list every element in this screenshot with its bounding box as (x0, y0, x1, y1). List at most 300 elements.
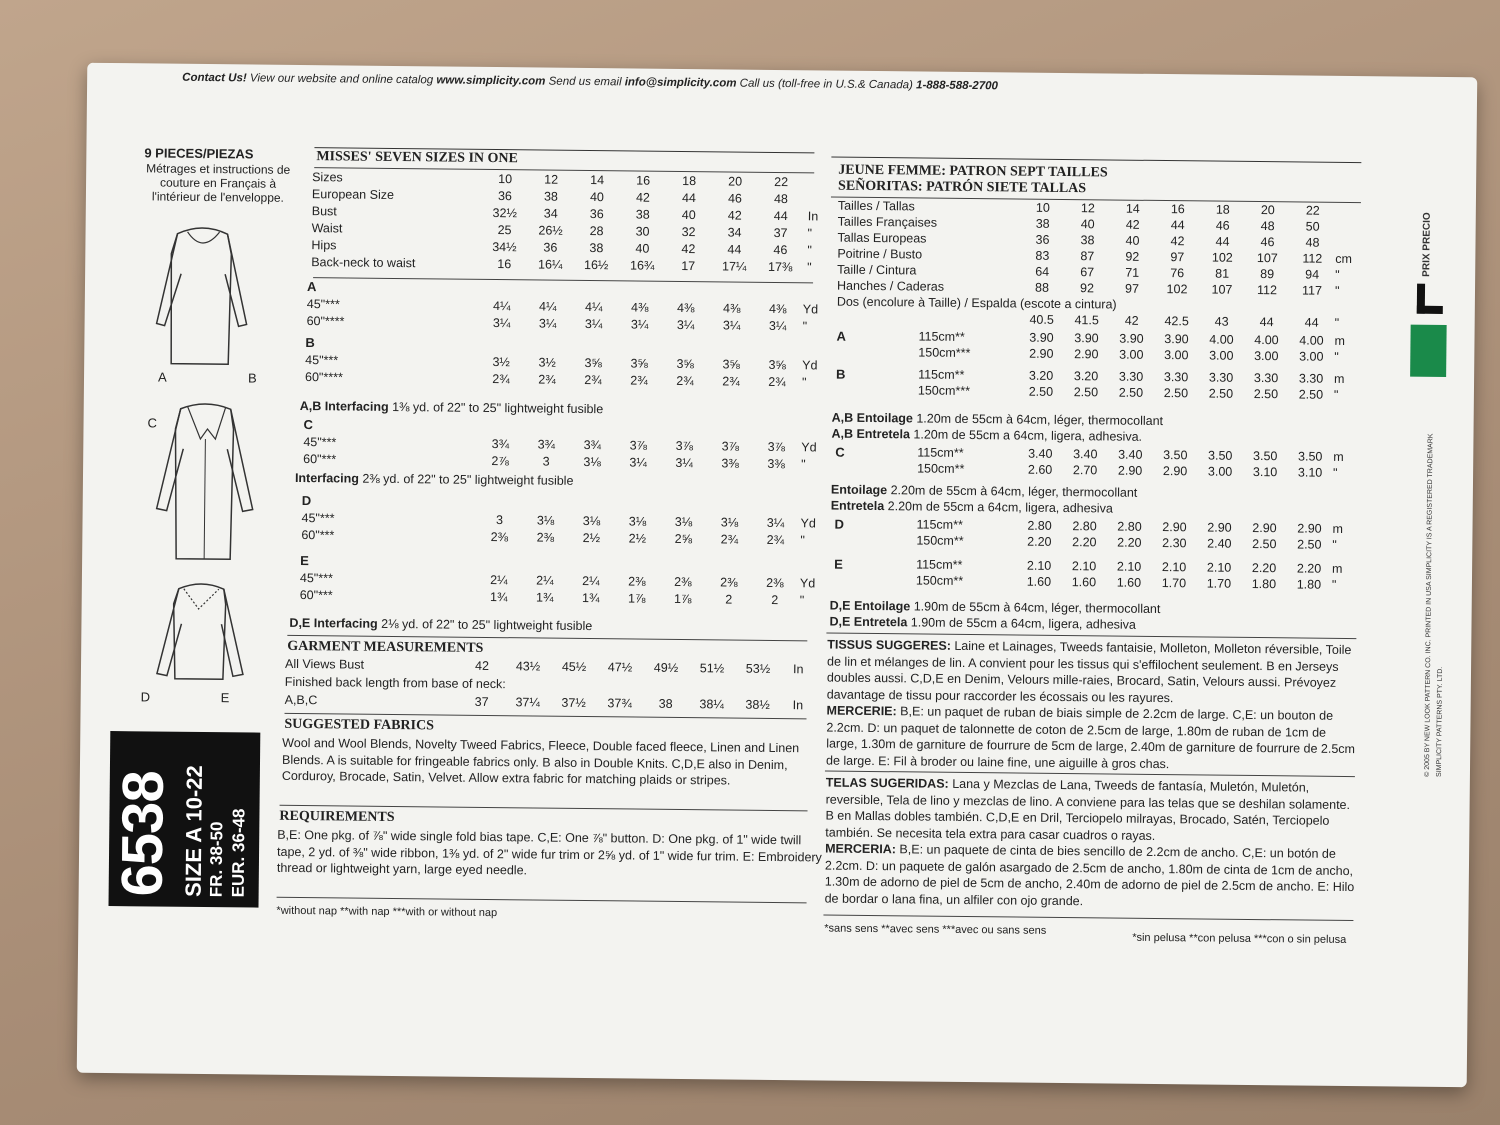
table-cell: 2.90 (1252, 520, 1277, 536)
row-label: European Size (311, 187, 395, 202)
row-label: Tailles Françaises (837, 214, 938, 230)
table-cell: 48 (1260, 219, 1275, 234)
table-cell: 3.00 (1209, 348, 1234, 363)
size-badge (108, 731, 260, 908)
table-cell: 2.50 (1252, 536, 1277, 552)
table-cell: 16¾ (629, 258, 655, 273)
table-cell: 3.90 (1029, 330, 1054, 345)
table-cell: 37¼ (515, 695, 540, 710)
table-cell: 46 (1215, 218, 1230, 233)
table-cell: 42 (1124, 313, 1139, 328)
de-entretela (829, 615, 1136, 632)
table-cell: 3⅝ (630, 356, 648, 371)
table-cell: 40.5 (1029, 312, 1054, 327)
c-entretela (831, 499, 1113, 516)
table-cell: 12 (544, 172, 559, 187)
label-c: C (147, 415, 158, 431)
table-cell: 2¾ (722, 374, 740, 389)
table-cell: 36 (1035, 232, 1050, 247)
view-letter: C (303, 417, 314, 433)
table-cell: 2⅜ (720, 575, 738, 590)
row-unit: " (807, 243, 812, 258)
table-cell: 2.30 (1162, 536, 1187, 551)
table-cell: 43 (1214, 314, 1229, 329)
table-cell: 81 (1215, 266, 1230, 281)
table-cell: 83 (1035, 248, 1050, 263)
badge-size: SIZE A 10-22 (180, 765, 207, 898)
table-cell: 2.10 (1071, 559, 1097, 574)
table-cell: 3.50 (1253, 448, 1278, 464)
table-cell: 2.50 (1298, 387, 1324, 402)
table-cell: 3¼ (630, 317, 649, 332)
table-cell: 3¼ (584, 316, 603, 332)
badge-fr: FR. 38-50 (206, 821, 227, 898)
row-unit: " (801, 375, 807, 390)
table-cell: 4.00 (1254, 332, 1279, 348)
table-cell: 67 (1080, 265, 1095, 280)
table-cell: 2⅜ (490, 530, 509, 545)
row-unit: " (800, 533, 805, 548)
table-cell: 2¾ (584, 372, 602, 388)
table-cell: 2.70 (1072, 463, 1098, 478)
table-cell: 40 (1080, 217, 1095, 232)
table-cell: 10 (498, 172, 513, 187)
row-label: 115cm** (918, 367, 965, 382)
row-label: Waist (311, 221, 343, 236)
row-label: 45"*** (306, 297, 340, 312)
table-cell: 3¼ (722, 318, 741, 333)
table-cell: 3.40 (1118, 447, 1143, 462)
row-label: 115cm** (917, 445, 964, 460)
row-unit: In (807, 209, 819, 224)
table-cell: 40 (635, 241, 650, 256)
table-cell: 4⅜ (723, 301, 741, 316)
french-note: Métrages et instructions de couture en Français à l'intérieur de l'enveloppe. (146, 161, 291, 205)
table-cell: 36 (497, 189, 512, 204)
table-cell: 2⅜ (536, 530, 555, 545)
de-interfacing-label: D,E Interfacing (289, 615, 378, 631)
table-cell: 3.30 (1163, 370, 1189, 385)
table-cell: 2¼ (582, 573, 600, 589)
table-cell: 3⅞ (721, 439, 740, 454)
telas-sugeridas (825, 775, 1356, 847)
de-interfacing-text: 2⅛ yd. of 22" to 25" lightweight fusible (381, 616, 593, 634)
table-cell: 36 (543, 240, 558, 255)
table-cell: 44 (727, 242, 742, 257)
table-cell: 2¾ (538, 372, 556, 387)
table-cell: 4.00 (1299, 333, 1324, 348)
prix-precio-label (1421, 212, 1433, 277)
c-interfacing (295, 471, 574, 488)
table-cell: 3.40 (1028, 446, 1053, 461)
table-cell: 4⅜ (769, 301, 787, 317)
table-cell: 3.10 (1297, 465, 1323, 480)
row-unit: " (1332, 537, 1337, 552)
c-entretela-text: 2.20m de 55cm a 64cm, ligera, adhesiva (887, 499, 1113, 516)
table-cell: 3¼ (675, 455, 693, 471)
table-cell: 32½ (492, 206, 518, 221)
view-letter: D (834, 516, 845, 532)
row-label: Finished back length from base of neck: (284, 674, 506, 692)
table-cell: 3⅞ (629, 438, 648, 453)
table-cell: 46 (727, 191, 742, 206)
table-cell: 2.20 (1072, 535, 1097, 550)
table-cell: 38 (543, 189, 558, 204)
c-interfacing-label: Interfacing (294, 470, 359, 486)
table-cell: 1.70 (1206, 576, 1232, 591)
table-cell: 37 (474, 694, 489, 709)
table-cell: 3⅞ (767, 439, 786, 455)
row-unit: In (792, 698, 804, 713)
table-cell: 37½ (561, 695, 586, 711)
price-code-green-block (1410, 325, 1447, 377)
contact-email: info@simplicity.com (624, 76, 737, 90)
table-cell: 37 (773, 225, 788, 241)
table-cell: 2¼ (490, 572, 508, 588)
c-entoilage-text: 2.20m de 55cm à 64cm, léger, thermocollant (890, 483, 1138, 500)
row-unit: " (801, 457, 806, 472)
c-entoilage (831, 483, 1138, 500)
row-unit: m (1332, 561, 1343, 576)
table-cell: 40 (1125, 233, 1140, 248)
table-cell: 92 (1125, 249, 1140, 264)
ab-interfacing (300, 399, 604, 416)
table-cell: 16 (497, 257, 512, 272)
table-cell: 2.50 (1253, 386, 1279, 402)
table-cell: 3⅝ (676, 356, 694, 372)
row-unit: m (1334, 333, 1345, 348)
requirements-heading: REQUIREMENTS (279, 808, 395, 826)
table-cell: 37¾ (607, 696, 632, 711)
de-entoilage (830, 599, 1161, 616)
table-cell: 48 (773, 191, 788, 207)
row-label: Poitrine / Busto (837, 246, 923, 262)
table-cell: 3.30 (1253, 370, 1279, 386)
row-unit: Yd (800, 516, 816, 531)
view-letter: B (305, 335, 315, 351)
table-cell: 2.50 (1297, 537, 1322, 552)
table-cell: 44 (773, 208, 788, 224)
row-label: 60"*** (301, 528, 335, 543)
telas-text: Lana y Mezclas de Lana, Tweeds de fantasía, Muletón, Muletón, reversible, Tela de lino y mezclas de lino. A conviene para las telas que se deshilan solamente. B en Mallas dobles también. C,D,E en Dril, Terciopelo milrayas, Brocado, Satén, Terciopelo también. Se necesita tela extra para casar cuadros o rayas. (825, 776, 1351, 843)
fr-footnote: *sans sens **avec sens ***avec ou sans sens (824, 922, 1047, 937)
row-unit: " (1334, 315, 1340, 330)
table-cell: 42 (681, 241, 696, 257)
table-cell: 42 (475, 658, 490, 673)
de-entoilage-label: D,E Entoilage (829, 598, 911, 614)
table-cell: 107 (1256, 251, 1278, 266)
row-label: 45"*** (301, 511, 335, 526)
table-cell: 102 (1166, 282, 1188, 297)
table-cell: 34 (727, 225, 742, 240)
table-cell: 2 (725, 592, 733, 607)
table-cell: 92 (1079, 281, 1095, 296)
en-footnote: *without nap **with nap ***with or without nap (276, 904, 498, 920)
table-cell: 3.30 (1208, 370, 1234, 385)
table-cell: 76 (1170, 266, 1185, 281)
row-unit: " (1334, 283, 1340, 298)
table-cell: 1⅞ (627, 591, 646, 606)
row-label: 45"*** (299, 571, 333, 586)
contact-email-text: Send us email (548, 75, 622, 89)
table-cell: 94 (1305, 267, 1320, 282)
table-cell: 3¼ (766, 515, 785, 531)
row-unit: Yd (802, 358, 818, 373)
row-label: 150cm*** (917, 383, 971, 399)
table-cell: 2.50 (1208, 386, 1234, 401)
table-cell: 3⅝ (722, 357, 740, 372)
table-cell: 26½ (538, 223, 563, 238)
mercerie-heading: MERCERIE: (826, 703, 897, 719)
table-cell: 3¼ (538, 316, 557, 331)
requirements-text: B,E: One pkg. of ⅞" wide single fold bias tape. C,E: One ⅞" button. D: One pkg. of 1" wide twill tape, 2 yd. of ⅜" wide ribbon, 1⅜ yd. of 2" wide fur trim or 2⅝ yd. of 1" wide fur trim. E: Embroidery thread or lightweight yarn, large eyed needle. (276, 827, 822, 878)
row-label: 60"**** (306, 314, 345, 329)
telas-heading: TELAS SUGERIDAS: (825, 775, 949, 791)
view-letter: B (836, 366, 846, 382)
row-label: 150cm** (917, 461, 965, 476)
table-cell: 18 (682, 173, 697, 189)
table-cell: 3½ (538, 355, 556, 370)
row-unit: m (1332, 521, 1344, 536)
table-cell: 16 (636, 173, 651, 188)
table-cell: 112 (1302, 251, 1323, 266)
row-label: Hips (311, 238, 337, 253)
table-cell: 14 (1125, 201, 1140, 216)
table-cell: 2¾ (720, 532, 739, 547)
row-unit: m (1333, 449, 1344, 464)
view-letter: A (836, 328, 846, 344)
rule (277, 897, 807, 904)
table-cell: 2.10 (1161, 560, 1187, 575)
table-cell: 1.60 (1071, 575, 1097, 590)
trademark-line: SIMPLICITY PATTERNS PTY. LTD. (1435, 666, 1445, 777)
table-cell: 3.10 (1252, 464, 1278, 480)
table-cell: 44 (681, 190, 696, 206)
row-label: A,B,C (284, 692, 318, 708)
tissus-text: Laine et Lainages, Tweeds fantaisie, Molleton, Molleton réversible, Toile de lin et mélanges de lin. A convient pour les tissus qui s'effilochent seulement. B en Jerseys doubles aussi. C,D,E en Denim, Velours mille-raies, Brocard, Satin, Velours aussi. Prévoyez davantage de tissu pour raccorder les écossais ou les rayures. (826, 638, 1352, 705)
merceria-heading: MERCERIA: (825, 841, 897, 857)
table-cell: 2¼ (536, 573, 554, 588)
garment-c-sketch (144, 398, 266, 569)
table-cell: 3.50 (1208, 448, 1233, 463)
table-cell: 1¾ (489, 589, 508, 605)
table-cell: 46 (773, 242, 788, 258)
table-cell: 28 (589, 224, 604, 239)
contact-website-text: View our website and online catalog (249, 72, 434, 87)
table-cell: 2⅜ (766, 575, 784, 591)
ab-interfacing-text: 1⅜ yd. of 22" to 25" lightweight fusible (392, 399, 604, 417)
row-label: 150cm** (915, 573, 964, 588)
table-cell: 45½ (561, 659, 587, 675)
es-heading: SEÑORITAS: PATRÓN SIETE TALLAS (837, 178, 1087, 197)
fr-heading: JEUNE FEMME: PATRON SEPT TAILLES (838, 162, 1108, 181)
view-letter: D (301, 493, 312, 509)
table-cell: 2.80 (1117, 519, 1142, 534)
table-cell: 14 (590, 173, 605, 188)
table-cell: 2.20 (1117, 535, 1142, 550)
de-interfacing (289, 616, 592, 633)
table-cell: 3¼ (629, 455, 647, 470)
mercerie (826, 703, 1357, 775)
table-cell: 53½ (745, 661, 771, 676)
pieces-count: 9 PIECES/PIEZAS (144, 145, 254, 162)
table-cell: 2 (771, 592, 779, 608)
mercerie-text: B,E: un paquet de ruban de biais simple de 2.2cm de large. C,E: un bouton de 2.2cm. D: un paquet de talonnette de coton de 2.5cm de large, 1.80m de ruban de 1cm de large, 1.30m de garniture de fourrure de 5cm de large, 2.40m de garniture de fourrure de 2.5cm de large. E: Fil à broder ou laine fine, une aiguille à gros chas. (825, 704, 1356, 771)
table-cell: 3⅞ (675, 438, 694, 454)
ab-entretela-text: 1.20m de 55cm a 64cm, ligera, adhesiva. (913, 427, 1143, 444)
table-cell: 3 (542, 454, 550, 469)
table-cell: 42 (727, 208, 742, 223)
table-cell: 16½ (583, 257, 609, 273)
table-cell: 20 (728, 174, 743, 189)
copyright-line: © 2005 BY NEW LOOK PATTERN CO. INC. PRINTED IN USA SIMPLICITY IS A REGISTERED TRADEMARK (1423, 433, 1435, 777)
table-cell: 46 (1260, 235, 1275, 250)
row-label: 150cm*** (918, 345, 971, 361)
table-cell: 38 (635, 207, 650, 222)
table-cell: 3⅝ (768, 357, 786, 373)
table-cell: 1⅞ (673, 591, 692, 607)
row-label: 115cm** (916, 517, 963, 532)
row-unit: " (807, 260, 812, 275)
table-cell: 2.50 (1163, 386, 1189, 401)
contact-heading: Contact Us! (182, 71, 247, 85)
c-entretela-label: Entretela (830, 498, 885, 514)
table-cell: 4¼ (493, 299, 511, 314)
table-cell: 41.5 (1074, 313, 1099, 328)
table-cell: 2.50 (1073, 385, 1099, 400)
row-unit: m (1334, 371, 1345, 386)
table-cell: 12 (1080, 201, 1095, 216)
table-cell: 3.50 (1163, 448, 1188, 463)
precio-label: PRECIO (1421, 212, 1433, 251)
table-cell: 2.90 (1207, 520, 1232, 535)
row-label: 45"*** (305, 353, 339, 368)
table-cell: 2.50 (1118, 385, 1144, 400)
table-cell: 2⅝ (674, 531, 693, 547)
table-cell: 2¾ (630, 373, 648, 388)
table-cell: 3¼ (676, 317, 695, 333)
table-cell: 107 (1211, 282, 1233, 297)
table-cell: 2.20 (1027, 534, 1052, 549)
tissus-heading: TISSUS SUGGERES: (827, 637, 951, 653)
table-cell: 97 (1170, 250, 1185, 265)
table-cell: 3¾ (537, 437, 556, 452)
table-cell: 3¼ (492, 316, 511, 331)
table-cell: 30 (635, 224, 650, 239)
row-label: Taille / Cintura (837, 262, 917, 278)
table-cell: 16 (1170, 202, 1185, 217)
view-letter: A (306, 279, 317, 295)
table-cell: 2.10 (1116, 559, 1142, 574)
table-cell: 17¼ (721, 259, 747, 274)
table-cell: 3¾ (491, 437, 510, 452)
table-cell: 49½ (653, 660, 679, 675)
table-cell: 42.5 (1164, 314, 1189, 329)
table-cell: 71 (1125, 265, 1140, 280)
table-cell: 3⅝ (584, 355, 602, 371)
table-cell: 44 (1215, 234, 1230, 249)
table-cell: 3⅛ (674, 514, 693, 530)
row-unit: " (1335, 267, 1340, 282)
table-cell: 34 (543, 206, 558, 221)
view-letter: C (835, 444, 845, 460)
table-cell: 44 (1304, 315, 1319, 330)
label-a: A (157, 369, 167, 385)
table-cell: 32 (681, 224, 696, 240)
table-cell: 1¾ (535, 590, 554, 605)
table-cell: 2.80 (1072, 519, 1097, 534)
badge-eur: EUR. 36-48 (228, 808, 249, 898)
table-cell: 20 (1260, 203, 1275, 218)
misses-heading: MISSES' SEVEN SIZES IN ONE (316, 149, 518, 167)
row-label: 60"**** (304, 370, 343, 385)
pattern-number: 6538 (109, 771, 176, 897)
tissus-suggeres (827, 637, 1358, 709)
table-cell: 25 (497, 223, 512, 238)
row-unit: " (1333, 387, 1339, 402)
table-cell: 2¾ (676, 373, 694, 389)
table-cell: 3⅜ (767, 456, 785, 472)
table-cell: 3⅛ (582, 513, 601, 529)
ab-entretela-label: A,B Entretela (831, 426, 911, 442)
table-cell: 38¼ (699, 697, 724, 712)
table-cell: 48 (1305, 235, 1320, 250)
table-cell: 3.30 (1298, 371, 1324, 386)
table-cell: 17⅜ (767, 259, 793, 275)
table-cell: 2⅜ (674, 574, 692, 590)
table-cell: 4¼ (585, 299, 603, 315)
garment-measurements-heading: GARMENT MEASUREMENTS (287, 638, 484, 656)
table-cell: 4¼ (539, 299, 557, 314)
table-cell: 42 (635, 190, 650, 205)
de-entoilage-text: 1.90m de 55cm à 64cm, léger, thermocollant (913, 599, 1161, 617)
table-cell: 22 (774, 174, 789, 190)
table-cell: 1.60 (1116, 575, 1142, 590)
table-cell: 88 (1034, 280, 1050, 295)
table-cell: 40 (589, 190, 604, 205)
table-cell: 3.00 (1119, 347, 1144, 362)
contact-phone: 1-888-588-2700 (916, 79, 998, 93)
table-cell: 36 (589, 207, 604, 222)
table-cell: 17 (681, 258, 696, 274)
table-cell: 2.40 (1207, 536, 1232, 551)
table-cell: 102 (1211, 250, 1233, 265)
table-cell: 2.90 (1162, 464, 1188, 479)
ab-entoilage-label: A,B Entoilage (831, 410, 913, 426)
table-cell: 38½ (745, 697, 770, 712)
view-letter: E (300, 553, 309, 569)
pattern-envelope-back (77, 63, 1478, 1088)
table-cell: 2⅜ (628, 574, 646, 589)
price-code-letter-icon (1415, 282, 1449, 316)
table-cell: 44 (1170, 218, 1185, 233)
ab-entoilage-text: 1.20m de 55cm à 64cm, léger, thermocollant (916, 411, 1164, 429)
table-cell: 2.10 (1026, 558, 1052, 573)
contact-phone-text: Call us (toll-free in U.S.& Canada) (739, 77, 913, 92)
table-cell: 3⅜ (721, 456, 739, 471)
table-cell: 1.80 (1296, 577, 1322, 592)
contact-strip (182, 72, 1352, 96)
row-label: Back-neck to waist (311, 255, 416, 271)
table-cell: 3 (496, 513, 504, 528)
table-cell: 43½ (515, 659, 541, 674)
merceria (825, 841, 1356, 913)
table-cell: 117 (1301, 283, 1323, 298)
table-cell: 4⅜ (677, 300, 695, 316)
label-d: D (140, 689, 151, 705)
c-interfacing-text: 2⅜ yd. of 22" to 25" lightweight fusible (362, 471, 574, 488)
table-cell: 18 (1215, 202, 1230, 217)
